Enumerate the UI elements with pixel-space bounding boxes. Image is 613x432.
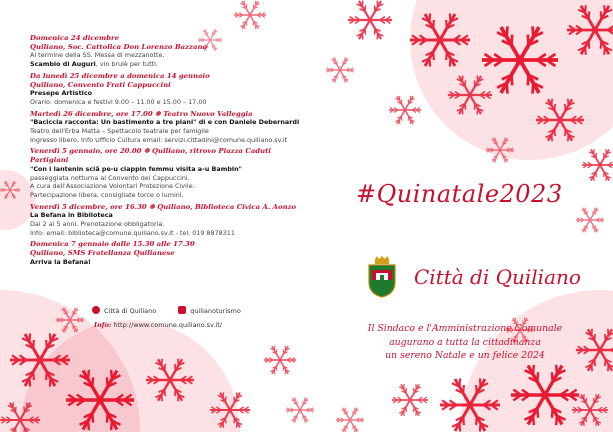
event-item	[30, 34, 305, 69]
event-date: Venerdì 5 gennaio, ore 20.00 ❄ Quiliano, ritrovo Piazza Caduti Partigiani	[30, 147, 271, 165]
city-crest-icon	[366, 256, 398, 298]
event-title: La Befana in Biblioteca	[30, 211, 113, 220]
event-title: "Con i lantenin sciâ pe-u ciappin femmu visita a-u Bambin"	[30, 164, 242, 173]
event-info: Al termine della SS. Messa di mezzanotte,	[30, 51, 165, 60]
city-title: Città di Quiliano	[414, 265, 581, 289]
snowflake-icon	[348, 1, 392, 40]
event-info: Orario: domenica e festivi 9.00 – 11.00 e 15.00 – 17.00	[30, 97, 207, 106]
event-item	[30, 147, 305, 199]
event-date: Domenica 24 dicembre	[30, 34, 120, 42]
facebook-icon	[92, 306, 100, 314]
event-title: Arriva la Befana!	[30, 257, 91, 266]
event-item	[30, 72, 305, 107]
snowflake-icon	[326, 58, 354, 83]
greeting-line: augurano a tutta la cittadinanza	[389, 336, 541, 348]
event-date: Martedì 26 dicembre, ore 17.00 ❄ Teatro Nuovo Valleggia	[30, 109, 253, 118]
event-info: Partecipazione libera, consigliate torce o lumini.	[30, 190, 184, 199]
event-title-suffix: , vin brulè per tutti.	[95, 60, 158, 69]
event-date: Venerdì 5 dicembre, ore 16.30 ❄ Quiliano, Biblioteca Civica A. Aonzo	[30, 202, 297, 211]
event-info: Info: email: biblioteca@comune.quiliano.sv.it - tel. 019 8878311	[30, 228, 235, 237]
snowflake-icon	[286, 398, 314, 423]
facebook-label: Città di Quiliano	[104, 307, 157, 315]
event-date: Domenica 7 gennaio dalle 15.30 alle 17.30	[30, 240, 195, 249]
snowflake-icon	[392, 384, 428, 416]
greeting-line: un sereno Natale e un felice 2024	[385, 350, 545, 361]
snowflake-icon	[336, 408, 364, 432]
instagram-label: quilianoturismo	[190, 307, 241, 315]
instagram-link[interactable]	[178, 306, 241, 315]
snowflake-icon	[264, 346, 296, 374]
event-info: Ingresso libero, Info Ufficio Cultura email: servizi.cittadini@comune.quiliano.sv.it	[30, 135, 288, 144]
events-list	[30, 34, 305, 270]
snowflake-icon	[389, 96, 421, 124]
event-title: Scambio di Auguri	[30, 60, 96, 69]
snowflake-icon	[582, 149, 613, 181]
snowflake-icon	[234, 1, 266, 29]
event-title: "Baciccia racconta: Un bastimento a tre piani" di e con Daniele Debernardi	[30, 118, 300, 127]
info-line	[94, 321, 222, 329]
instagram-icon	[178, 306, 186, 314]
event-info: A cura dell'Associazione Volontari Protezione Civile.	[30, 182, 195, 191]
event-info: passeggiata notturna al Convento dei Cappuccini.	[30, 173, 190, 182]
event-item	[30, 110, 305, 145]
event-place: Quiliano, Soc. Cattolica Don Lorenzo Bazzano	[30, 42, 208, 51]
event-place: Quiliano, SMS Fratellanza Quilianese	[30, 249, 175, 258]
social-links	[92, 306, 241, 315]
snowflake-icon	[576, 208, 604, 233]
hashtag-title: #Quinatale2023	[356, 180, 563, 208]
event-title: Presepe Artistico	[30, 89, 93, 98]
event-date: Da lunedì 25 dicembre a domenica 14 gennaio	[30, 71, 210, 80]
info-label: Info:	[94, 321, 112, 329]
greeting-line: Il Sindaco e l'Amministrazione Comunale	[367, 323, 563, 334]
event-info: Dai 2 ai 5 anni. Prenotazione obbligatoria.	[30, 220, 165, 229]
event-item	[30, 240, 305, 266]
event-place: Quiliano, Convento Frati Cappuccini	[30, 80, 171, 89]
greeting	[350, 322, 580, 363]
facebook-link[interactable]	[92, 306, 156, 315]
event-info: Teatro dell'Erba Matta – Spettacolo teatrale per famiglie	[30, 127, 209, 136]
info-url[interactable]: http://www.comune.quiliano.sv.it/	[113, 321, 222, 329]
event-title-row	[30, 60, 305, 69]
event-item	[30, 203, 305, 238]
